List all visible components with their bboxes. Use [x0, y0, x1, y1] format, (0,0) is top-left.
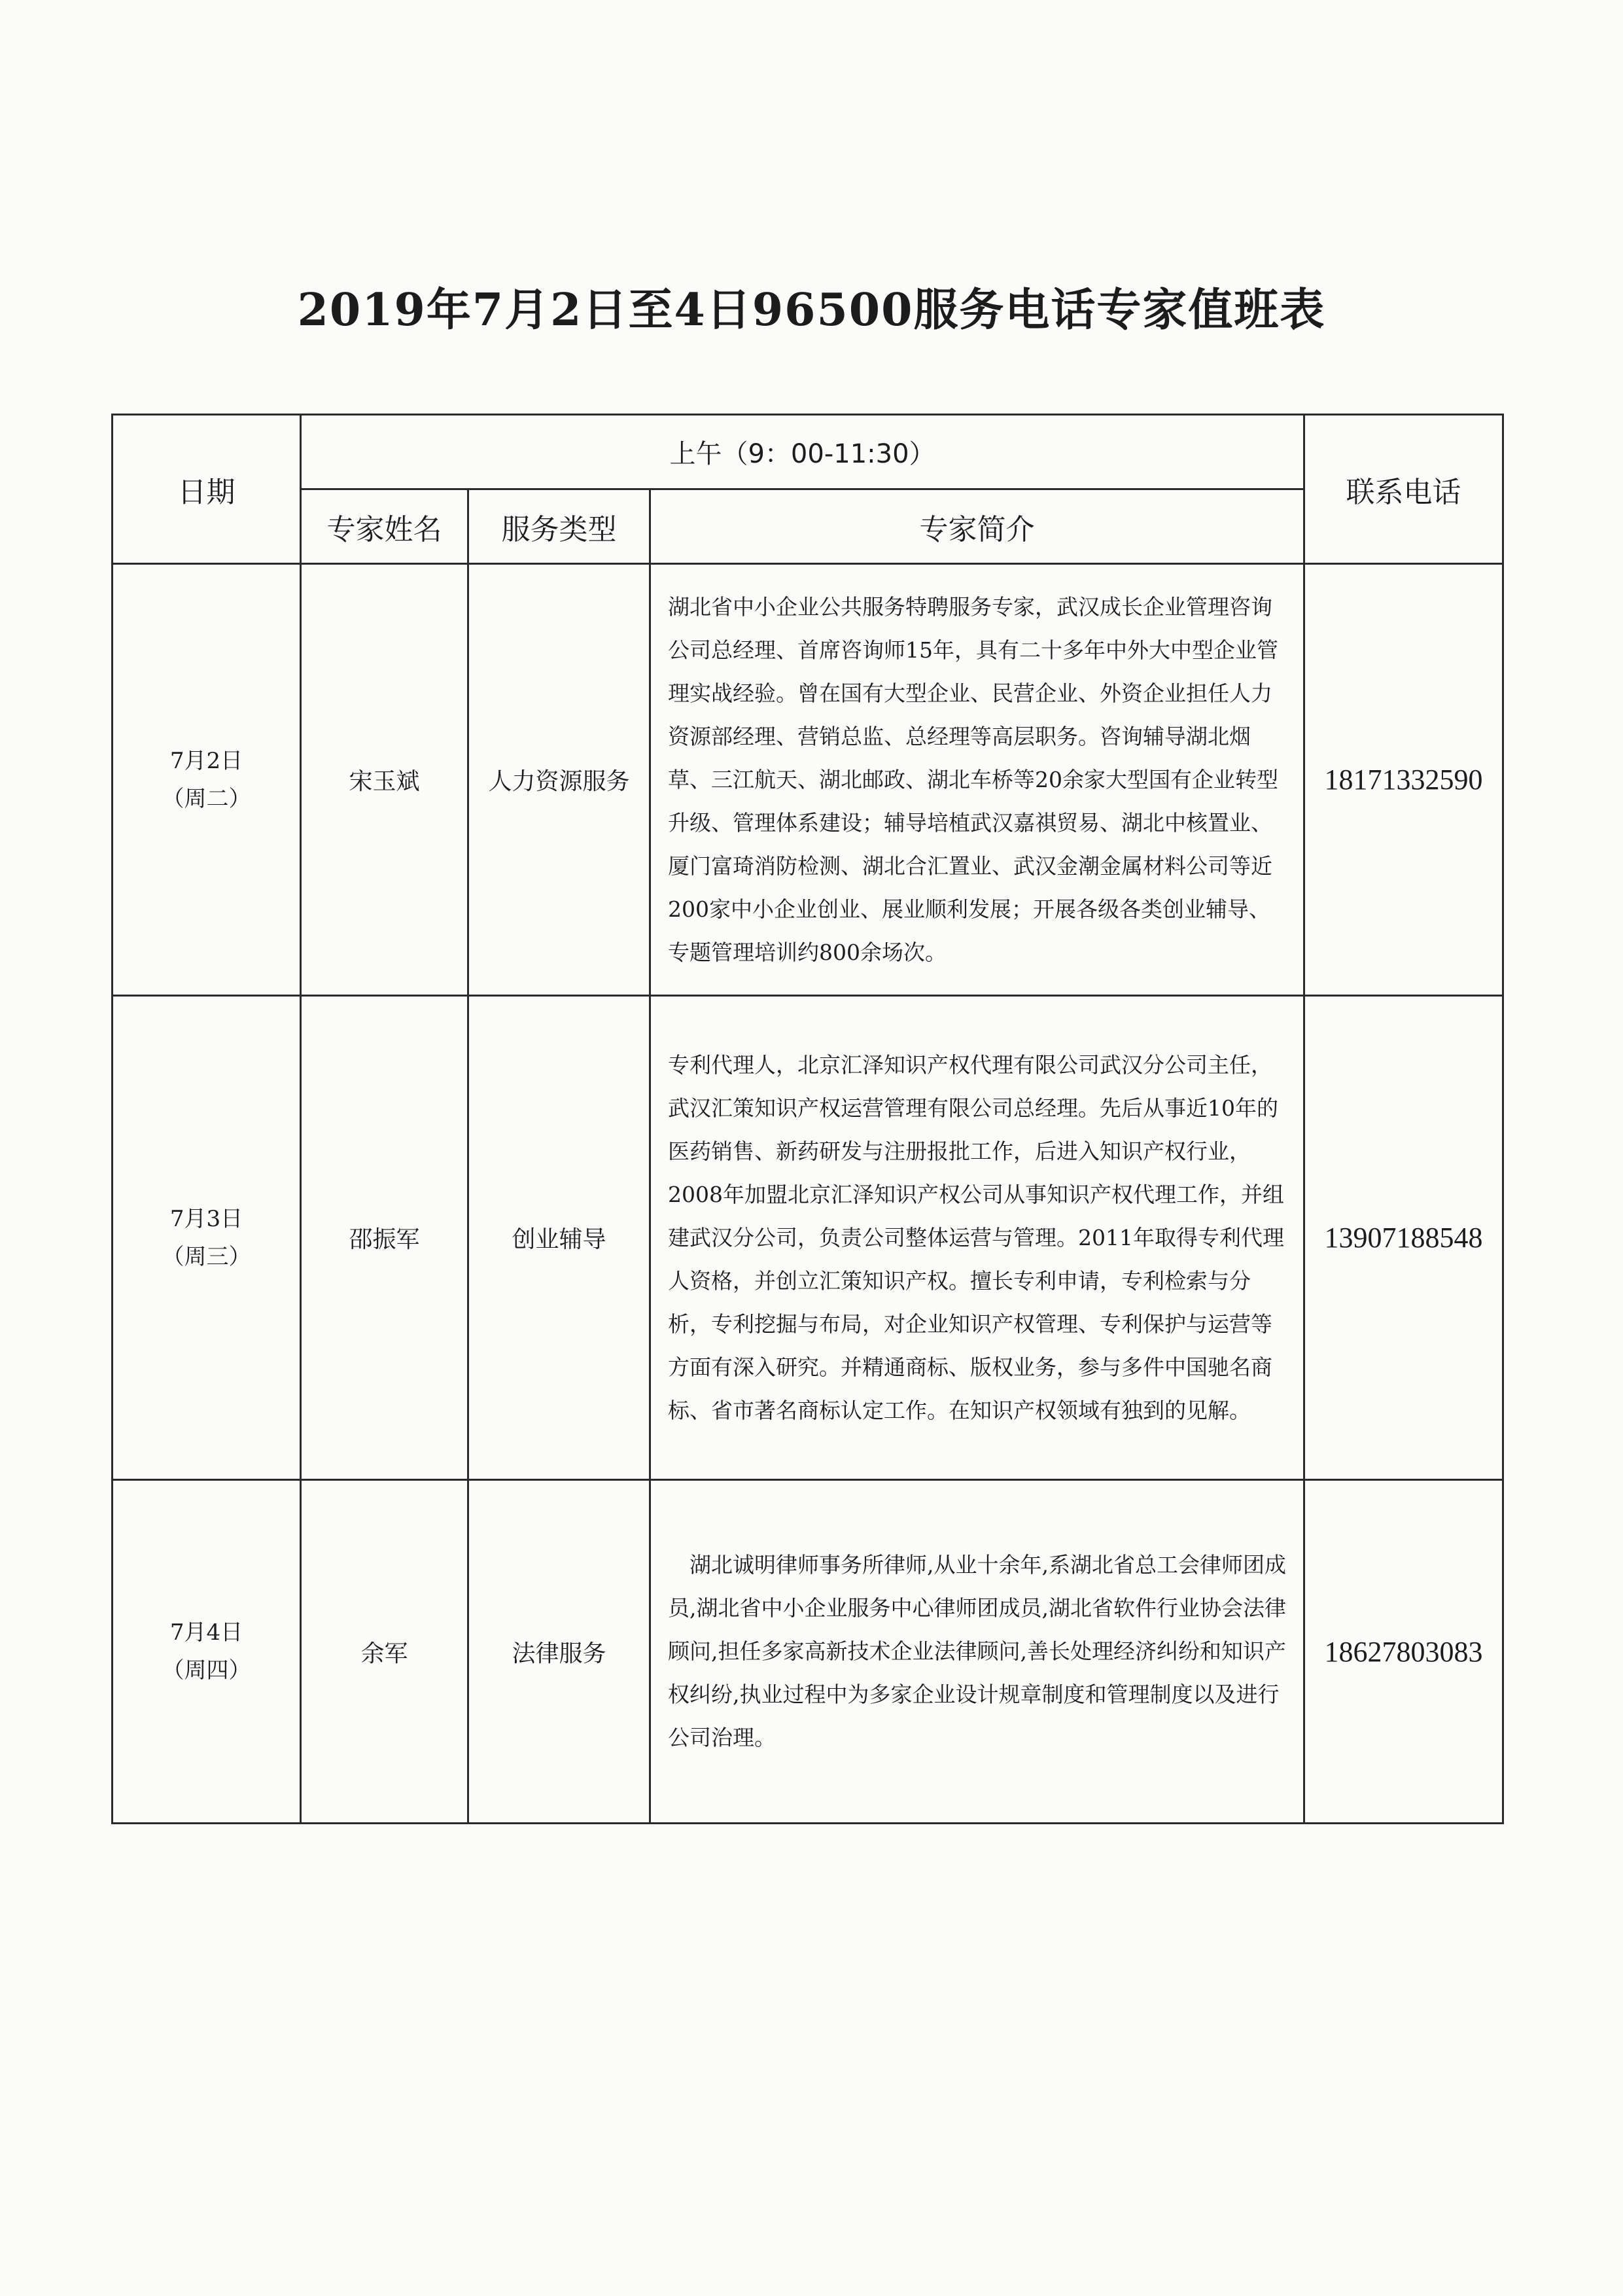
duty-schedule-table — [111, 414, 1504, 1824]
table-row — [113, 996, 1503, 1480]
date-cell — [113, 996, 301, 1480]
service-type: 人力资源服务 — [468, 564, 650, 996]
service-type: 创业辅导 — [468, 996, 650, 1480]
contact-phone: 18171332590 — [1304, 564, 1503, 996]
header-session: 上午（9：00-11:30） — [301, 415, 1304, 489]
date-text: 7月3日 — [169, 1205, 243, 1232]
date-text: 7月4日 — [169, 1619, 243, 1646]
contact-phone: 13907188548 — [1304, 996, 1503, 1480]
header-row-2 — [113, 489, 1503, 564]
header-expert-bio: 专家简介 — [650, 489, 1304, 564]
header-phone: 联系电话 — [1304, 415, 1503, 564]
weekday-text: （周二） — [162, 785, 251, 812]
date-cell — [113, 1480, 301, 1824]
expert-name: 宋玉斌 — [301, 564, 468, 996]
expert-bio: 湖北诚明律师事务所律师,从业十余年,系湖北省总工会律师团成员,湖北省中小企业服务中心律师团成员,湖北省软件行业协会法律顾问,担任多家高新技术企业法律顾问,善长处理经济纠纷和知识产权纠纷,执业过程中为多家企业设计规章制度和管理制度以及进行公司治理。 — [650, 1480, 1304, 1824]
date-cell — [113, 564, 301, 996]
weekday-text: （周三） — [162, 1243, 251, 1270]
header-expert-name: 专家姓名 — [301, 489, 468, 564]
weekday-text: （周四） — [162, 1657, 251, 1684]
expert-bio: 湖北省中小企业公共服务特聘服务专家，武汉成长企业管理咨询公司总经理、首席咨询师15年，具有二十多年中外大中型企业管理实战经验。曾在国有大型企业、民营企业、外资企业担任人力资源部经理、营销总监、总经理等高层职务。咨询辅导湖北烟草、三江航天、湖北邮政、湖北车桥等20余家大型国有企业转型升级、管理体系建设；辅导培植武汉嘉祺贸易、湖北中核置业、厦门富琦消防检测、湖北合汇置业、武汉金潮金属材料公司等近200家中小企业创业、展业顺利发展；开展各级各类创业辅导、专题管理培训约800余场次。 — [650, 564, 1304, 996]
service-type: 法律服务 — [468, 1480, 650, 1824]
contact-phone: 18627803083 — [1304, 1480, 1503, 1824]
expert-bio: 专利代理人，北京汇泽知识产权代理有限公司武汉分公司主任，武汉汇策知识产权运营管理有限公司总经理。先后从事近10年的医药销售、新药研发与注册报批工作，后进入知识产权行业，2008年加盟北京汇泽知识产权公司从事知识产权代理工作，并组建武汉分公司，负责公司整体运营与管理。2011年取得专利代理人资格，并创立汇策知识产权。擅长专利申请，专利检索与分析，专利挖掘与布局，对企业知识产权管理、专利保护与运营等方面有深入研究。并精通商标、版权业务，参与多件中国驰名商标、省市著名商标认定工作。在知识产权领域有独到的见解。 — [650, 996, 1304, 1480]
page-title: 2019年7月2日至4日96500服务电话专家值班表 — [297, 284, 1326, 336]
expert-name: 余军 — [301, 1480, 468, 1824]
header-date: 日期 — [113, 415, 301, 564]
table-row — [113, 1480, 1503, 1824]
table-row — [113, 564, 1503, 996]
header-row-1 — [113, 415, 1503, 489]
date-text: 7月2日 — [169, 747, 243, 774]
expert-name: 邵振军 — [301, 996, 468, 1480]
header-service-type: 服务类型 — [468, 489, 650, 564]
